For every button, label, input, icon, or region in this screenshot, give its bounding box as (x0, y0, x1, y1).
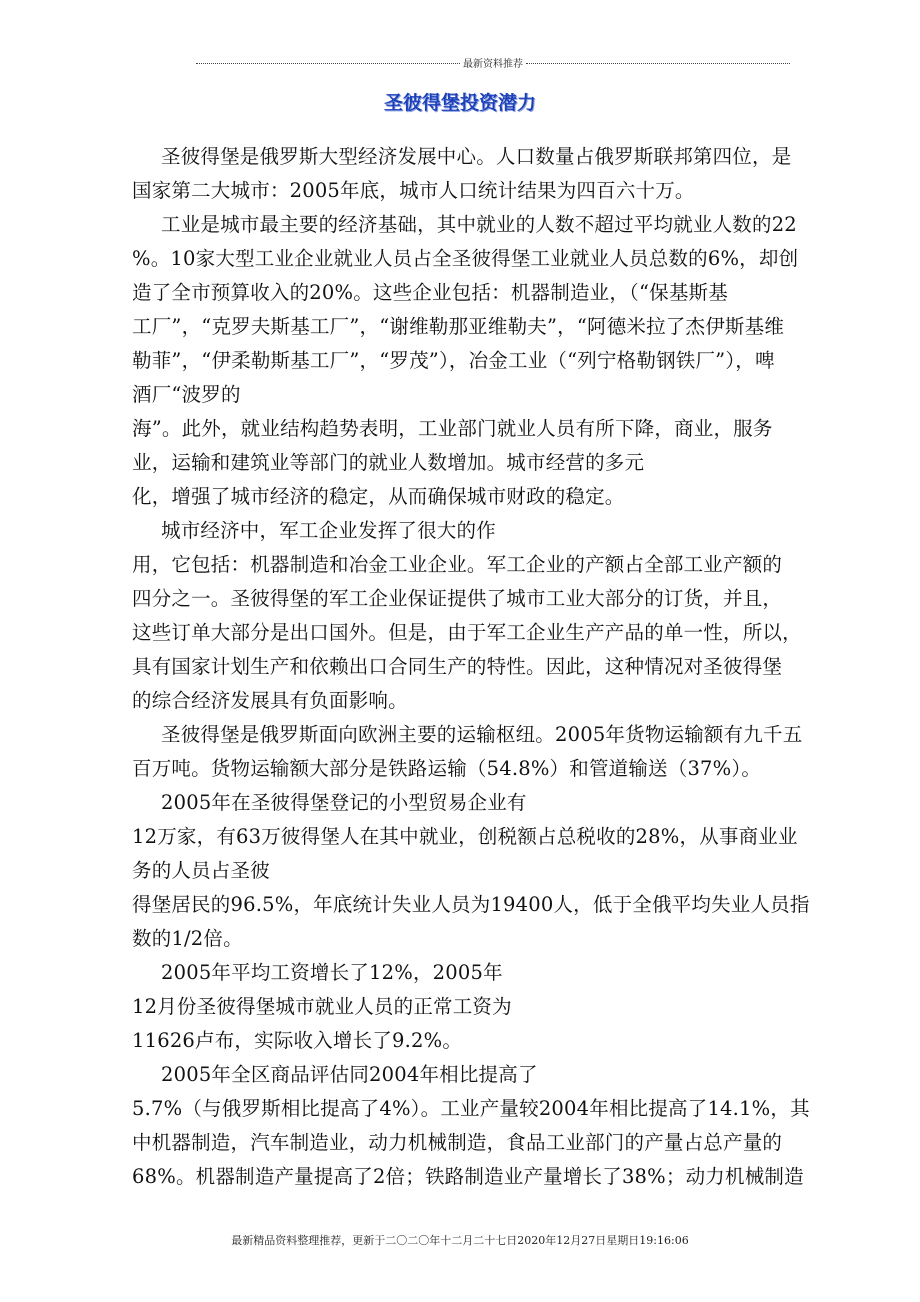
text-line: 务的人员占圣彼 (132, 859, 270, 882)
page-header (196, 54, 790, 70)
header-dots-left (196, 63, 460, 64)
text-line: 68%。机器制造产量提高了2倍；铁路制造业产量增长了38%；动力机械制造 (132, 1165, 804, 1188)
text-line: 国家第二大城市：2005年底，城市人口统计结果为四百六十万。 (132, 179, 695, 202)
text-line: 酒厂“波罗的 (132, 383, 241, 406)
text-line: 2005年在圣彼得堡登记的小型贸易企业有 (161, 791, 527, 814)
text-line: 海”。此外，就业结构趋势表明，工业部门就业人员有所下降，商业，服务 (132, 417, 773, 440)
text-line: 数的1/2倍。 (132, 927, 243, 950)
text-line: 11626卢布，实际收入增长了9.2%。 (132, 1029, 463, 1052)
text-line: 化，增强了城市经济的稳定，从而确保城市财政的稳定。 (132, 485, 625, 508)
text-line: %。10家大型工业企业就业人员占全圣彼得堡工业就业人员总数的6%，却创 (132, 247, 799, 270)
text-line: 四分之一。圣彼得堡的军工企业保证提供了城市工业大部分的订货，并且， (132, 587, 783, 610)
text-line: 圣彼得堡是俄罗斯面向欧洲主要的运输枢纽。2005年货物运输额有九千五 (161, 723, 803, 746)
text-line: 造了全市预算收入的20%。这些企业包括：机器制造业，（“保基斯基 (132, 281, 728, 304)
text-line: 中机器制造，汽车制造业，动力机械制造，食品工业部门的产量占总产量的 (132, 1131, 783, 1154)
text-line: 业，运输和建筑业等部门的就业人数增加。城市经营的多元 (132, 451, 645, 474)
text-line: 工业是城市最主要的经济基础，其中就业的人数不超过平均就业人数的22 (161, 213, 797, 236)
document-title: 圣彼得堡投资潜力 (383, 92, 536, 114)
text-line: 城市经济中，军工企业发挥了很大的作 (161, 519, 496, 542)
document-body (132, 140, 857, 1194)
text-line: 勒菲”，“伊柔勒斯基工厂”，“罗茂”），冶金工业（“列宁格勒钢铁厂”），啤 (132, 349, 775, 372)
text-line: 工厂”，“克罗夫斯基工厂”，“谢维勒那亚维勒夫”，“阿德米拉了杰伊斯基维 (132, 315, 785, 338)
header-dots-right (526, 63, 790, 64)
text-line: 2005年平均工资增长了12%，2005年 (161, 961, 503, 984)
text-line: 12月份圣彼得堡城市就业人员的正常工资为 (132, 995, 512, 1018)
text-line: 的综合经济发展具有负面影响。 (132, 689, 408, 712)
text-line: 这些订单大部分是出口国外。但是，由于军工企业生产产品的单一性，所以， (132, 621, 802, 644)
text-line: 圣彼得堡是俄罗斯大型经济发展中心。人口数量占俄罗斯联邦第四位，是 (161, 145, 792, 168)
text-line: 12万家，有63万彼得堡人在其中就业，创税额占总税收的28%，从事商业业 (132, 825, 798, 848)
header-label: 最新资料推荐 (463, 58, 523, 70)
text-line: 得堡居民的96.5%，年底统计失业人员为19400人，低于全俄平均失业人员指 (132, 893, 810, 916)
text-line: 用，它包括：机器制造和冶金工业企业。军工企业的产额占全部工业产额的 (132, 553, 783, 576)
text-line: 具有国家计划生产和依赖出口合同生产的特性。因此，这种情况对圣彼得堡 (132, 655, 783, 678)
text-line: 5.7%（与俄罗斯相比提高了4%）。工业产量较2004年相比提高了14.1%，其 (132, 1097, 810, 1120)
text-line: 百万吨。货物运输额大部分是铁路运输（54.8%）和管道输送（37%）。 (132, 757, 762, 780)
page-footer: 最新精品资料整理推荐，更新于二〇二〇年十二月二十七日2020年12月27日星期日19:16:06 (231, 1234, 689, 1247)
text-line: 2005年全区商品评估同2004年相比提高了 (161, 1063, 538, 1086)
